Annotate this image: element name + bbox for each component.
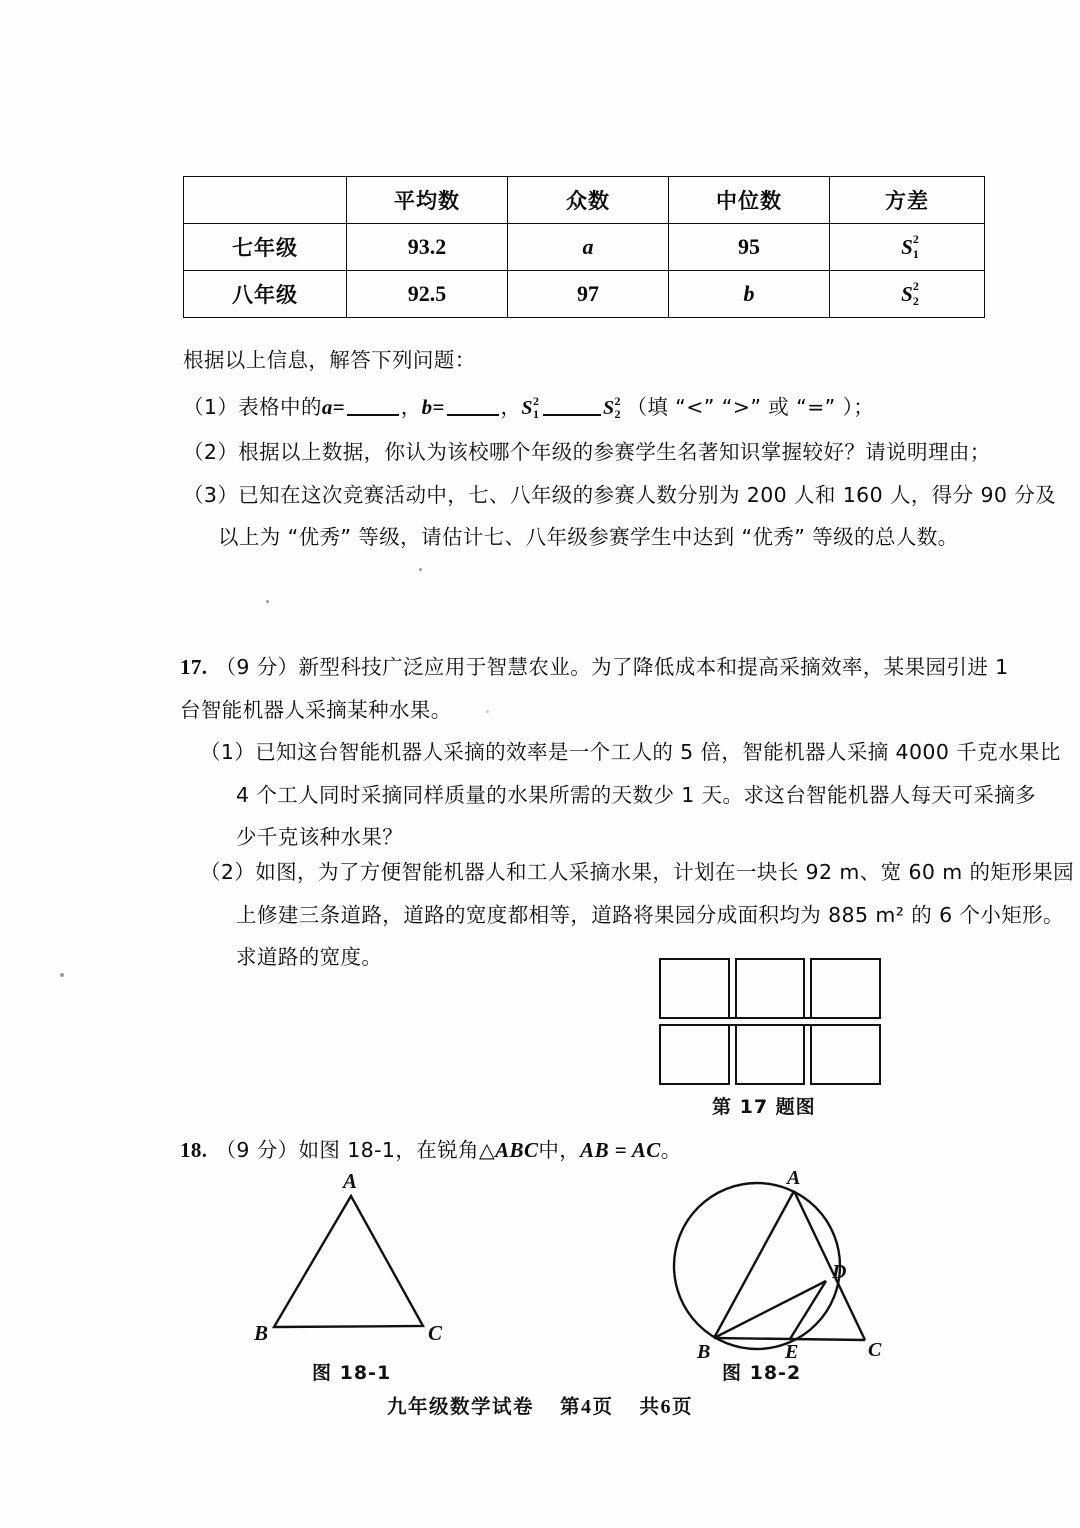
label-e: E — [785, 1341, 799, 1363]
header-mean: 平均数 — [347, 177, 508, 224]
cell-mode-7 — [508, 224, 669, 271]
footer-total-number: 6 — [660, 1396, 673, 1418]
q17-part1-line2: 4 个工人同时采摘同样质量的水果所需的天数少 1 天。求这台智能机器人每天可采摘多 — [236, 783, 1037, 807]
q17-number: 17. — [180, 655, 208, 679]
triangle-abc: ABC — [495, 1138, 539, 1162]
label-b: B — [254, 1321, 269, 1345]
page-footer — [0, 1391, 1080, 1419]
label-b: B — [697, 1341, 711, 1363]
scan-speck — [419, 568, 422, 571]
horizontal-road — [659, 1017, 881, 1026]
variance-s1: S 1 2 — [901, 231, 919, 261]
footer-page-unit: 页 — [592, 1395, 614, 1418]
q17-part1-line3: 少千克该种水果？ — [236, 825, 404, 849]
label-d: D — [832, 1261, 847, 1283]
cell-variance-7 — [830, 224, 985, 271]
q17-stem-text: 新型科技广泛应用于智慧农业。为了降低成本和提高采摘效率，某果园引进 1 — [298, 655, 1009, 679]
symbol-b: b — [421, 395, 433, 419]
condition-ab-ac: AB = AC — [580, 1138, 661, 1162]
q16-part2: （2）根据以上数据，你认为该校哪个年级的参赛学生名著知识掌握较好？请说明理由； — [183, 440, 991, 464]
q16-part1 — [183, 390, 874, 420]
symbol-s1-squared: S 1 2 — [521, 394, 540, 421]
q18-marks: （9 分） — [215, 1138, 299, 1162]
q17-part2-line2: 上修建三条道路，道路的宽度都相等，道路将果园分成面积均为 885 m² 的 6 个小矩形。 — [236, 903, 1064, 927]
footer-page-number: 4 — [580, 1396, 593, 1418]
q17-marks: （9 分） — [215, 655, 299, 679]
label-a: A — [343, 1169, 358, 1193]
q17-stem-line1 — [180, 650, 1009, 680]
answer-blank-b[interactable] — [447, 414, 499, 416]
q16-part3-line2: 以上为 “优秀” 等级，请估计七、八年级参赛学生中达到 “优秀” 等级的总人数。 — [218, 525, 959, 549]
comma-2: ， — [500, 395, 522, 419]
table-row — [184, 271, 985, 318]
q16-part1-prefix: （1）表格中的 — [183, 395, 322, 419]
symbol-a: a — [321, 395, 333, 419]
footer-subject: 九年级数学试卷 — [386, 1395, 534, 1418]
q16-intro: 根据以上信息，解答下列问题： — [183, 348, 476, 372]
statistics-table — [183, 176, 985, 318]
q18-stem-suffix: 。 — [660, 1138, 682, 1162]
triangle-abc-shape — [274, 1196, 423, 1327]
median-symbol-b: b — [743, 281, 755, 306]
cell-variance-8 — [830, 271, 985, 318]
answer-blank-a[interactable] — [347, 414, 399, 416]
cell-mean-7: 93.2 — [347, 224, 508, 271]
label-a: A — [787, 1168, 801, 1189]
footer-page-label: 第 — [559, 1395, 581, 1418]
scan-speck — [486, 710, 489, 713]
scan-speck — [60, 973, 64, 977]
figure-18-1-caption: 图 18-1 — [312, 1362, 392, 1384]
circle-shape — [674, 1183, 840, 1349]
scan-speck — [266, 600, 269, 603]
q17-figure-caption: 第 17 题图 — [712, 1096, 816, 1118]
segment-ab — [714, 1191, 794, 1338]
equals-1: = — [332, 395, 345, 419]
figure-18-1 — [248, 1168, 468, 1368]
mode-symbol-a: a — [582, 234, 594, 259]
q17-orchard-figure — [659, 958, 881, 1085]
comma-1: ， — [400, 395, 422, 419]
figure-18-2-caption: 图 18-2 — [722, 1362, 802, 1384]
q18-stem — [180, 1133, 682, 1163]
header-blank — [184, 177, 347, 224]
q17-part2-line3: 求道路的宽度。 — [236, 945, 383, 969]
q18-stem-mid: 中， — [538, 1138, 581, 1162]
q18-number: 18. — [180, 1138, 208, 1162]
cell-median-8 — [669, 271, 830, 318]
q16-part1-suffix: （填 “<” “>” 或 “=” ）； — [626, 395, 875, 419]
equals-2: = — [432, 395, 445, 419]
answer-blank-compare[interactable] — [543, 414, 601, 416]
symbol-s2-squared: S 2 2 — [602, 394, 621, 421]
q16-part3-line1: （3）已知在这次竞赛活动中，七、八年级的参赛人数分别为 200 人和 160 人，得分 90 分及 — [183, 483, 1057, 507]
label-c: C — [428, 1321, 443, 1345]
cell-grade-7: 七年级 — [184, 224, 347, 271]
header-mode: 众数 — [508, 177, 669, 224]
footer-total-label: 共 — [639, 1395, 661, 1418]
figure-18-2 — [660, 1168, 900, 1368]
q18-stem-prefix: 如图 18-1，在锐角△ — [298, 1138, 496, 1162]
table-row — [184, 224, 985, 271]
header-variance: 方差 — [830, 177, 985, 224]
q17-part2-line1: （2）如图，为了方便智能机器人和工人采摘水果，计划在一块长 92 m、宽 60 m 的矩形果园 — [200, 860, 1075, 884]
q17-part1-line1: （1）已知这台智能机器人采摘的效率是一个工人的 5 倍，智能机器人采摘 4000 千克水果比 — [200, 740, 1061, 764]
footer-total-unit: 页 — [672, 1395, 694, 1418]
label-c: C — [868, 1339, 882, 1361]
cell-grade-8: 八年级 — [184, 271, 347, 318]
table-header-row — [184, 177, 985, 224]
cell-mode-8: 97 — [508, 271, 669, 318]
q17-stem-line2: 台智能机器人采摘某种水果。 — [180, 698, 452, 722]
variance-s2: S 2 2 — [901, 278, 919, 308]
cell-median-7: 95 — [669, 224, 830, 271]
cell-mean-8: 92.5 — [347, 271, 508, 318]
header-median: 中位数 — [669, 177, 830, 224]
